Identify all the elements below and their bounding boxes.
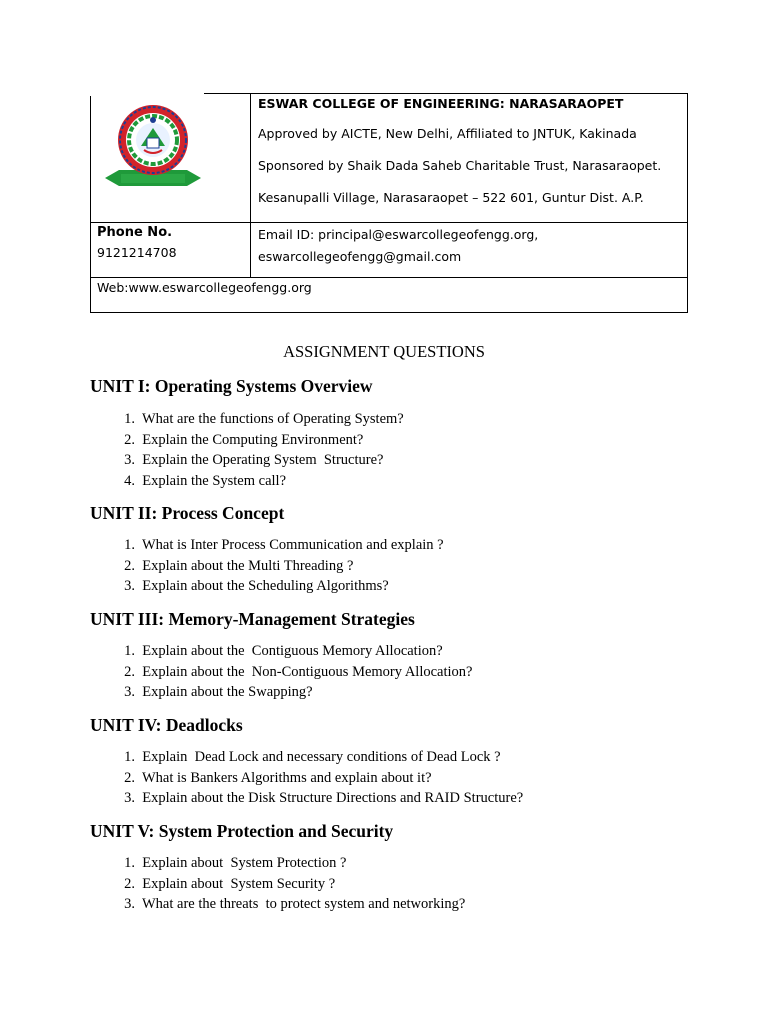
logo-cell — [91, 94, 251, 223]
question-item: 2. Explain about the Multi Threading ? — [124, 557, 354, 574]
question-item: 1. What are the functions of Operating System? — [124, 411, 404, 427]
unit-heading: UNIT III: Memory-Management Strategies — [90, 609, 415, 629]
web-cell — [91, 278, 688, 313]
phone-label: Phone No. — [97, 225, 173, 240]
question-list — [90, 641, 472, 703]
email-cell — [251, 223, 688, 278]
unit-heading: UNIT IV: Deadlocks — [90, 715, 243, 735]
question-item: 1. Explain Dead Lock and necessary conditions of Dead Lock ? — [124, 749, 501, 765]
web-address: Web:www.eswarcollegeofengg.org — [97, 280, 312, 295]
approval-text: Approved by AICTE, New Delhi, Affiliated to JNTUK, Kakinada — [258, 126, 637, 141]
email-line-2: eswarcollegeofengg@gmail.com — [258, 249, 462, 264]
question-item: 1. Explain about System Protection ? — [124, 855, 347, 871]
unit-heading: UNIT I: Operating Systems Overview — [90, 376, 373, 396]
unit-heading: UNIT II: Process Concept — [90, 503, 285, 523]
question-item: 4. Explain the System call? — [124, 472, 287, 489]
address-text: Kesanupalli Village, Narasaraopet – 522 601, Guntur Dist. A.P. — [258, 190, 644, 205]
question-list — [90, 853, 465, 915]
college-info-cell — [251, 94, 688, 223]
college-seal-logo-icon — [103, 104, 203, 194]
question-item: 3. Explain about the Disk Structure Directions and RAID Structure? — [124, 790, 524, 806]
unit-heading: UNIT V: System Protection and Security — [90, 821, 394, 841]
question-list — [90, 409, 404, 491]
sponsor-text: Sponsored by Shaik Dada Saheb Charitable Trust, Narasaraopet. — [258, 158, 662, 173]
question-item: 3. Explain the Operating System Structure? — [124, 452, 384, 468]
email-line-1: Email ID: principal@eswarcollegeofengg.org, — [258, 227, 539, 242]
college-header-table — [90, 93, 688, 313]
question-item: 2. Explain about System Security ? — [124, 875, 336, 892]
question-item: 2. Explain the Computing Environment? — [124, 431, 364, 448]
question-item: 3. Explain about the Swapping? — [124, 684, 313, 700]
college-name: ESWAR COLLEGE OF ENGINEERING: NARASARAOPET — [258, 96, 624, 111]
question-list — [90, 747, 523, 809]
document-title: ASSIGNMENT QUESTIONS — [283, 342, 485, 361]
question-item: 1. Explain about the Contiguous Memory Allocation? — [124, 643, 443, 659]
phone-number: 9121214708 — [97, 245, 177, 260]
question-item: 2. Explain about the Non-Contiguous Memory Allocation? — [124, 663, 473, 680]
question-item: 3. What are the threats to protect system and networking? — [124, 896, 466, 912]
question-item: 1. What is Inter Process Communication and explain ? — [124, 537, 444, 553]
question-list — [90, 535, 444, 597]
phone-cell — [91, 223, 251, 278]
question-item: 3. Explain about the Scheduling Algorithms? — [124, 578, 389, 594]
question-item: 2. What is Bankers Algorithms and explain about it? — [124, 769, 432, 786]
